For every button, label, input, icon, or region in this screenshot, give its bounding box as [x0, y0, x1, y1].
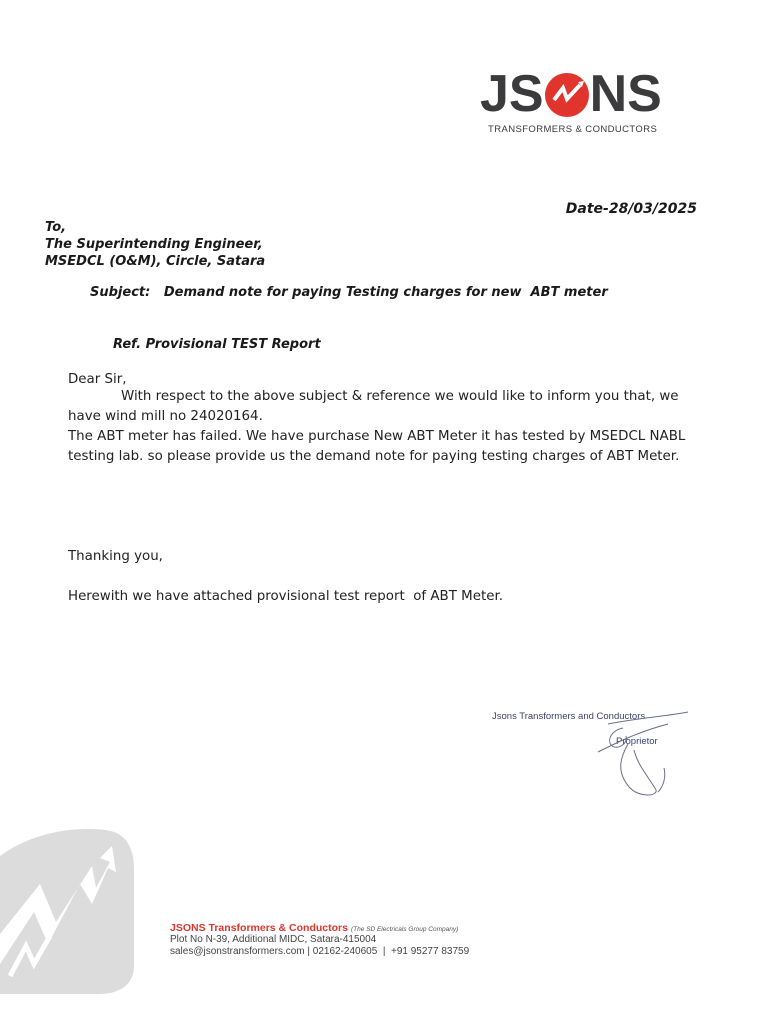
- salutation: Dear Sir,: [68, 372, 127, 387]
- watermark-emblem: [0, 826, 140, 996]
- attachment-note: Herewith we have attached provisional test report of ABT Meter.: [68, 589, 503, 604]
- logo-tagline: TRANSFORMERS & CONDUCTORS: [488, 124, 658, 135]
- body-paragraph-1: [68, 387, 688, 427]
- logo-wordmark: [480, 66, 662, 122]
- address-to: To,: [45, 220, 67, 235]
- signature-stamp: [488, 706, 694, 802]
- address-line-1: The Superintending Engineer,: [45, 237, 263, 252]
- footer-contact: sales@jsonstransformers.com | 02162-240605 | +91 95277 83759: [170, 946, 470, 957]
- lightning-bolt-icon: [545, 73, 589, 117]
- body-paragraph-2: The ABT meter has failed. We have purchase New ABT Meter it has tested by MSEDCL NABL testing lab. so please provide us the demand note for paying testing charges of ABT Meter.: [68, 429, 686, 464]
- body-paragraph-1-text: With respect to the above subject & reference we would like to inform you that, we have wind mill no 24020164.: [68, 389, 679, 424]
- company-logo: [480, 66, 675, 138]
- letter-date: Date-28/03/2025: [565, 201, 697, 217]
- closing-line: Thanking you,: [68, 549, 163, 564]
- letter-reference: Ref. Provisional TEST Report: [113, 337, 321, 352]
- signature-title: Proprietor: [616, 736, 658, 747]
- logo-ns: NS: [589, 65, 662, 123]
- signature-company: Jsons Transformers and Conductors: [492, 711, 646, 722]
- footer-address: Plot No N-39, Additional MIDC, Satara-415004: [170, 934, 377, 945]
- letter-subject: Subject: Demand note for paying Testing charges for new ABT meter: [90, 285, 608, 300]
- handwritten-signature: [488, 706, 694, 802]
- footer-group-note: (The SD Electricals Group Company): [350, 926, 459, 933]
- address-line-2: MSEDCL (O&M), Circle, Satara: [45, 254, 266, 269]
- footer-company: [170, 922, 458, 934]
- logo-js: JS: [480, 65, 544, 123]
- footer-company-name: JSONS Transformers & Conductors: [170, 922, 348, 934]
